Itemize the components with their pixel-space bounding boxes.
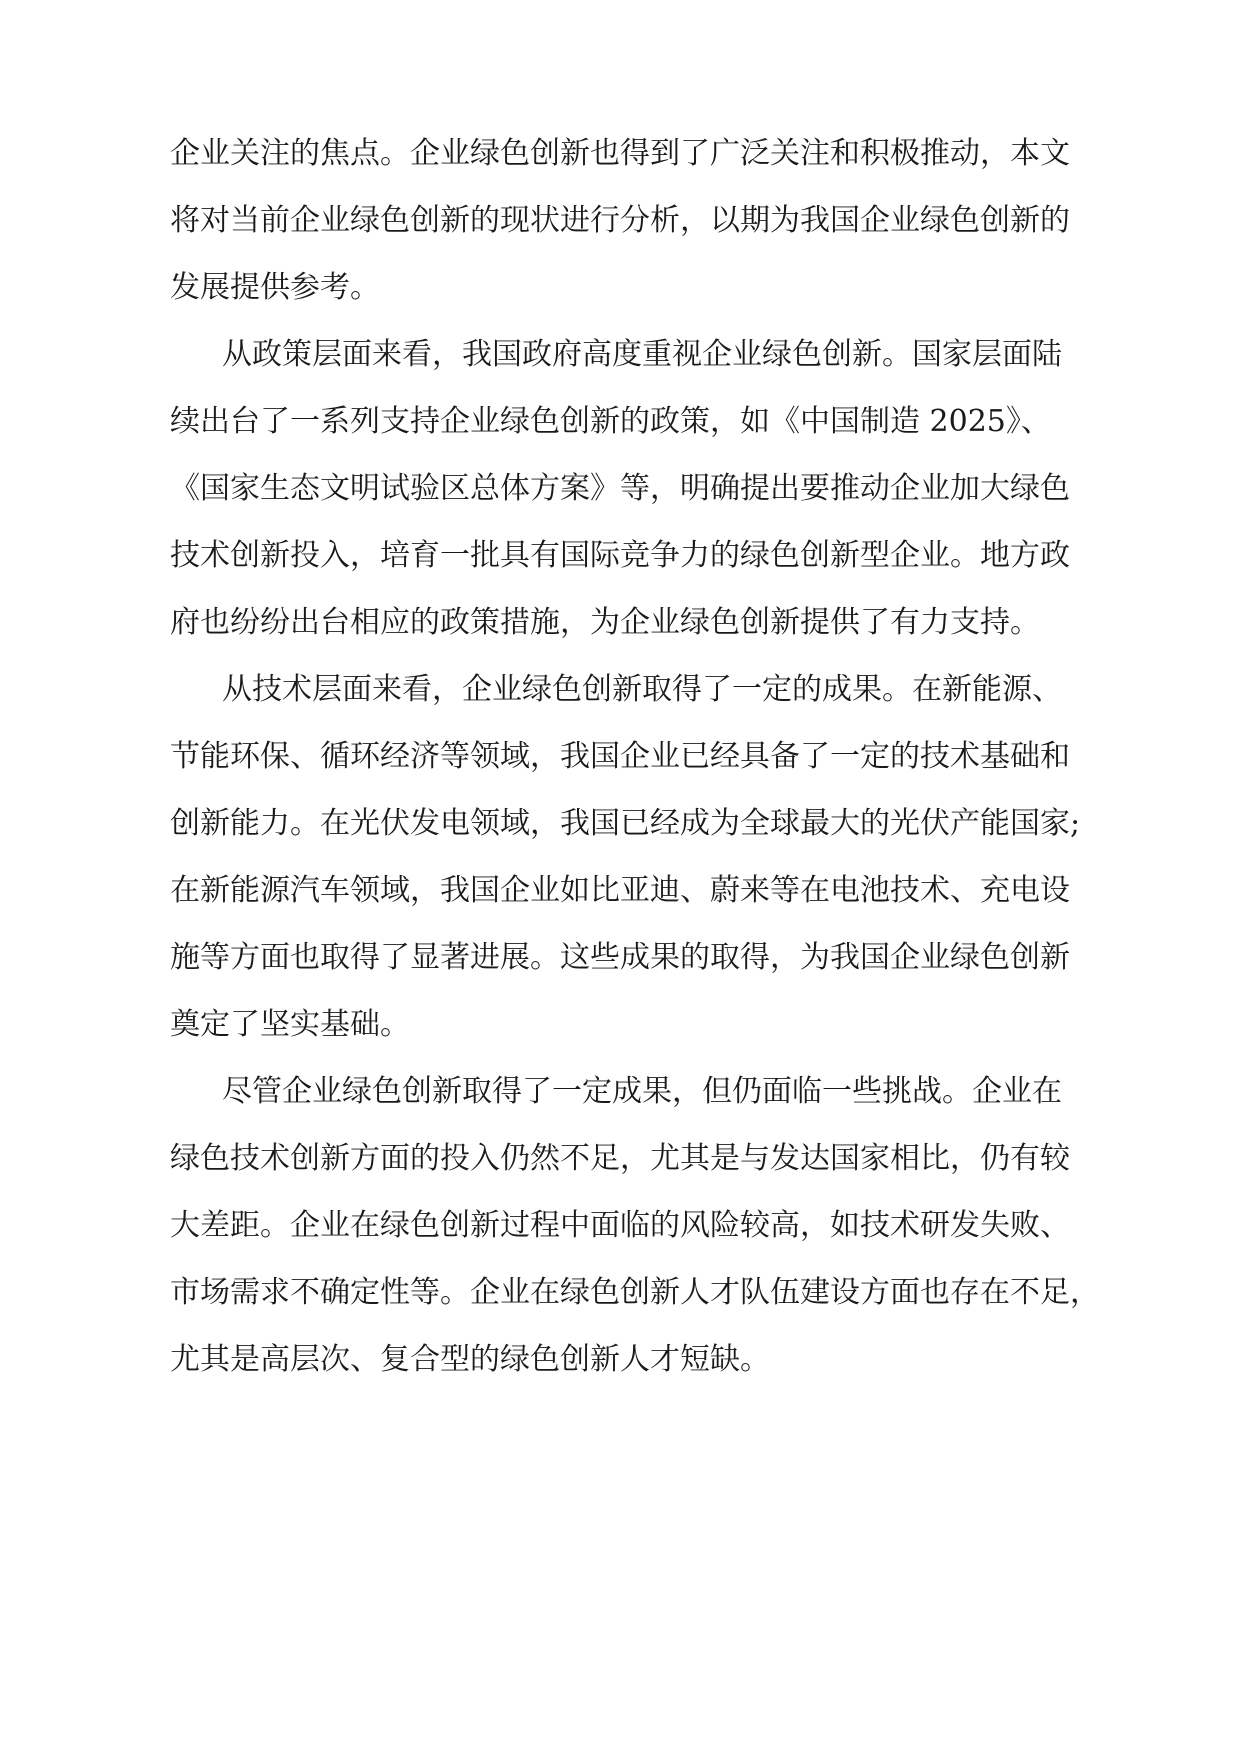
text-line: 施等方面也取得了显著进展。这些成果的取得，为我国企业绿色创新 bbox=[170, 940, 1070, 975]
text-line: 尽管企业绿色创新取得了一定成果，但仍面临一些挑战。企业在 bbox=[222, 1074, 1062, 1109]
text-line: 尤其是高层次、复合型的绿色创新人才短缺。 bbox=[170, 1342, 770, 1377]
text-line: 大差距。企业在绿色创新过程中面临的风险较高，如技术研发失败、 bbox=[170, 1208, 1070, 1243]
text-line: 绿色技术创新方面的投入仍然不足，尤其是与发达国家相比，仍有较 bbox=[170, 1141, 1070, 1176]
text-line: 创新能力。在光伏发电领域，我国已经成为全球最大的光伏产能国家; bbox=[170, 806, 1081, 841]
text-line: 奠定了坚实基础。 bbox=[170, 1007, 410, 1042]
text-line: 技术创新投入，培育一批具有国际竞争力的绿色创新型企业。地方政 bbox=[170, 538, 1070, 573]
text-line: 从政策层面来看，我国政府高度重视企业绿色创新。国家层面陆 bbox=[222, 337, 1062, 372]
text-line: 发展提供参考。 bbox=[170, 270, 380, 305]
text-line: 《国家生态文明试验区总体方案》等，明确提出要推动企业加大绿色 bbox=[170, 471, 1070, 506]
text-line: 节能环保、循环经济等领域，我国企业已经具备了一定的技术基础和 bbox=[170, 739, 1070, 774]
text-line: 在新能源汽车领域，我国企业如比亚迪、蔚来等在电池技术、充电设 bbox=[170, 873, 1070, 908]
text-line: 企业关注的焦点。企业绿色创新也得到了广泛关注和积极推动，本文 bbox=[170, 136, 1070, 171]
text-line: 将对当前企业绿色创新的现状进行分析，以期为我国企业绿色创新的 bbox=[170, 203, 1070, 238]
text-line: 市场需求不确定性等。企业在绿色创新人才队伍建设方面也存在不足， bbox=[170, 1275, 1100, 1310]
text-line: 府也纷纷出台相应的政策措施，为企业绿色创新提供了有力支持。 bbox=[170, 605, 1040, 640]
text-line: 从技术层面来看，企业绿色创新取得了一定的成果。在新能源、 bbox=[222, 672, 1062, 707]
text-line: 续出台了一系列支持企业绿色创新的政策，如《中国制造 2025》、 bbox=[170, 404, 1051, 439]
